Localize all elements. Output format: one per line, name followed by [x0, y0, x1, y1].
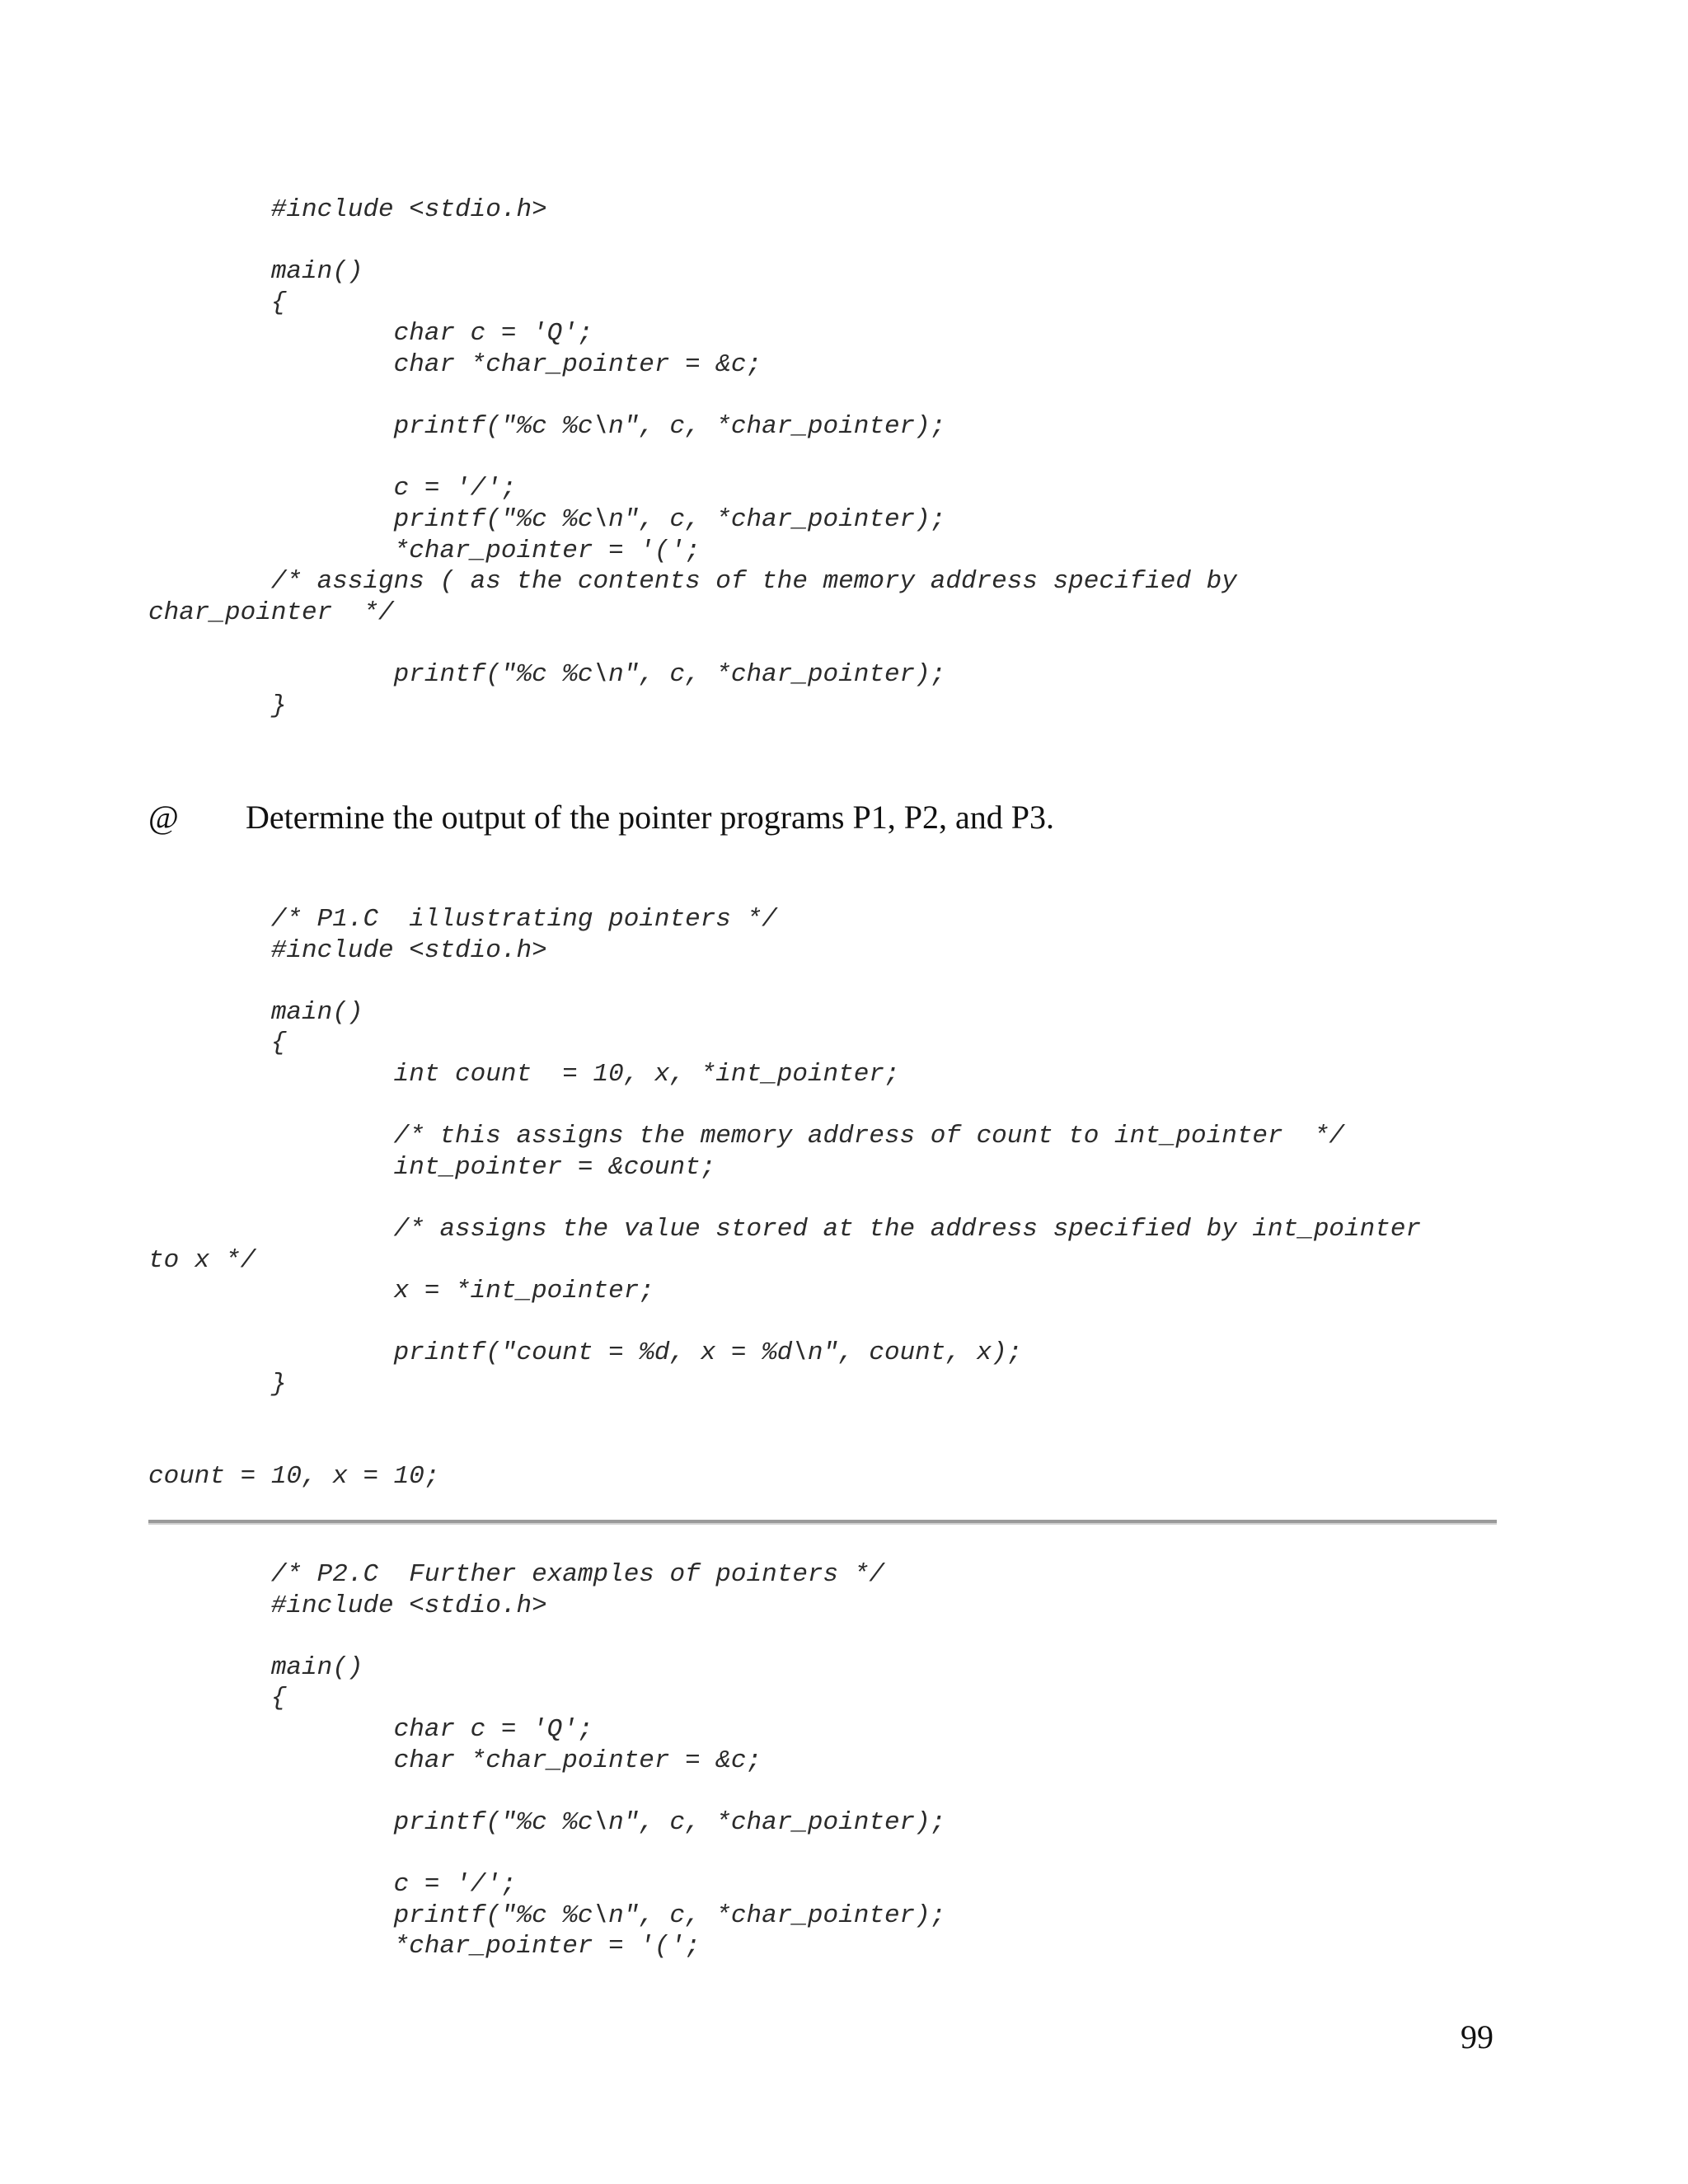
page-number: 99 [1461, 2018, 1493, 2055]
question-text: Determine the output of the pointer programs P1, P2, and P3. [246, 799, 1054, 836]
question-marker: @ [148, 799, 179, 836]
section-divider [148, 1520, 1497, 1525]
code-listing-top: #include <stdio.h> main() { char c = 'Q'; char *char_pointer = &c; printf("%c %c\n", c, *char_pointer); c = '/'; printf("%c %c\n", c, *char_pointer); *char_pointer = '('; /* assigns ( as the contents of the memory address specified by char_pointer */ printf("%c %c\n", c, *char_pointer); } [148, 195, 1237, 720]
code-listing-p1: /* P1.C illustrating pointers */ #include <stdio.h> main() { int count = 10, x, *int_pointer; /* this assigns the memory address of count to int_pointer */ int_pointer = &count; /* assigns the value stored at the address specified by int_pointer to x */ x = *int_pointer; printf("count = %d, x = %d\n", count, x); } [148, 905, 1422, 1399]
code-listing-p2: /* P2.C Further examples of pointers */ #include <stdio.h> main() { char c = 'Q'; char *char_pointer = &c; printf("%c %c\n", c, *char_pointer); c = '/'; printf("%c %c\n", c, *char_pointer); *char_pointer = '('; [270, 1560, 946, 1961]
answer-p1: count = 10, x = 10; [148, 1462, 440, 1491]
